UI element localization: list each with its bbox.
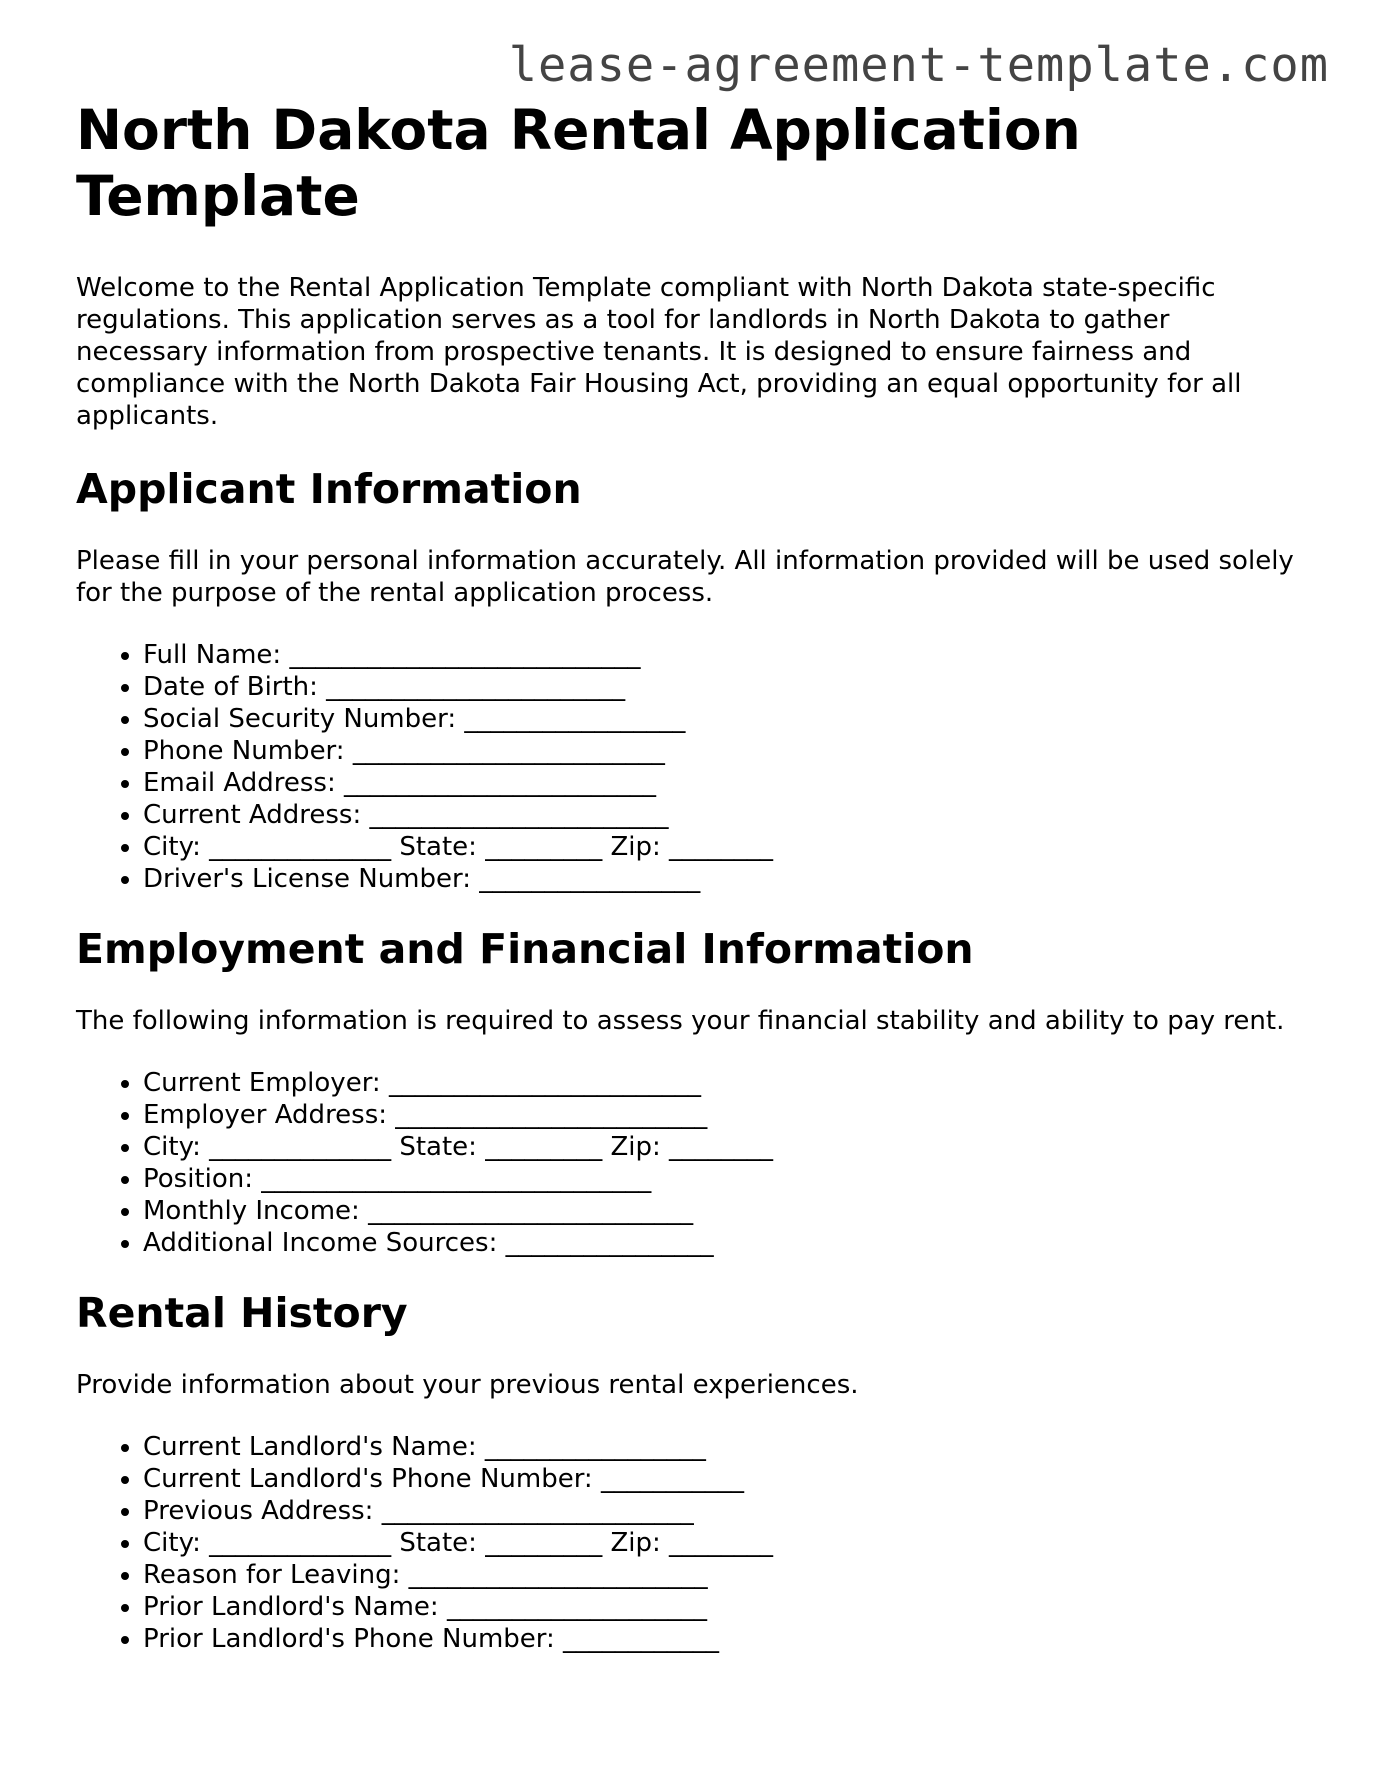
employment-description: The following information is required to assess your financial stability and ability to pay rent. bbox=[76, 1006, 1285, 1036]
list-item: • City: ______________ State: _________ Zip: ________ bbox=[143, 1131, 1301, 1163]
list-item: • Current Employer: ________________________ bbox=[143, 1067, 1301, 1099]
rental-history-description: Provide information about your previous rental experiences. bbox=[76, 1370, 859, 1400]
intro-paragraph: Welcome to the Rental Application Template compliant with North Dakota state-specific regulations. This application serves as a tool for landlords in North Dakota to gather necessary information from prospective tenants. It is designed to ensure fairness and compliance with the North Dakota Fair Housing Act, providing an equal opportunity for all applicants. bbox=[76, 273, 1242, 431]
list-item: • Current Address: _______________________ bbox=[143, 799, 1301, 831]
list-item: • Current Landlord's Name: _________________ bbox=[143, 1431, 1301, 1463]
list-item: • City: ______________ State: _________ Zip: ________ bbox=[143, 1527, 1301, 1559]
applicant-description: Please fill in your personal information accurately. All information provided will be used solely for the purpose of the rental application process. bbox=[76, 546, 1294, 608]
page-title: North Dakota Rental Application Template bbox=[76, 98, 1081, 228]
rental-history-heading: Rental History bbox=[76, 1289, 408, 1337]
list-item: • Monthly Income: _________________________ bbox=[143, 1195, 1301, 1227]
list-item: • Full Name: ___________________________ bbox=[143, 639, 1301, 671]
employment-heading: Employment and Financial Information bbox=[76, 925, 974, 973]
watermark: lease-agreement-template.com bbox=[508, 38, 1329, 93]
list-item: • City: ______________ State: _________ Zip: ________ bbox=[143, 831, 1301, 863]
list-item: • Driver's License Number: _________________ bbox=[143, 863, 1301, 895]
employment-section bbox=[76, 925, 1301, 1259]
list-item: • Email Address: ________________________ bbox=[143, 767, 1301, 799]
list-item: • Date of Birth: _______________________ bbox=[143, 671, 1301, 703]
applicant-section bbox=[76, 465, 1301, 895]
employment-field-list bbox=[76, 1067, 1301, 1259]
list-item: • Phone Number: ________________________ bbox=[143, 735, 1301, 767]
rental-history-section bbox=[76, 1289, 1301, 1655]
document-body bbox=[76, 97, 1301, 1685]
list-item: • Position: ______________________________ bbox=[143, 1163, 1301, 1195]
applicant-field-list bbox=[76, 639, 1301, 895]
list-item: • Social Security Number: _________________ bbox=[143, 703, 1301, 735]
list-item: • Prior Landlord's Name: ____________________ bbox=[143, 1591, 1301, 1623]
applicant-heading: Applicant Information bbox=[76, 465, 582, 513]
rental-history-field-list bbox=[76, 1431, 1301, 1655]
list-item: • Current Landlord's Phone Number: ___________ bbox=[143, 1463, 1301, 1495]
list-item: • Additional Income Sources: ________________ bbox=[143, 1227, 1301, 1259]
list-item: • Prior Landlord's Phone Number: ____________ bbox=[143, 1623, 1301, 1655]
list-item: • Reason for Leaving: _______________________ bbox=[143, 1559, 1301, 1591]
list-item: • Previous Address: ________________________ bbox=[143, 1495, 1301, 1527]
list-item: • Employer Address: ________________________ bbox=[143, 1099, 1301, 1131]
